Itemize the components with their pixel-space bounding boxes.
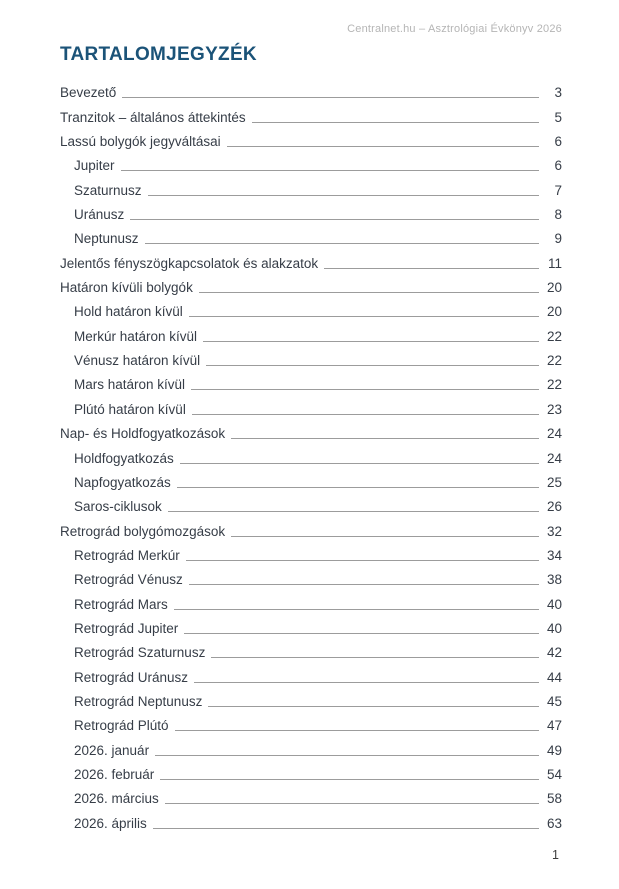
toc-entry-label: 2026. április	[74, 815, 147, 831]
toc-entry[interactable]	[60, 711, 562, 735]
toc-entry-label: Hold határon kívül	[74, 304, 183, 320]
toc-entry-label: Szaturnusz	[74, 182, 142, 198]
toc-entry[interactable]	[60, 127, 562, 151]
toc-entry-label: Uránusz	[74, 207, 125, 223]
toc-entry-label: 2026. március	[74, 791, 159, 807]
toc-leader-line	[189, 584, 539, 585]
toc-entry-label: Plútó határon kívül	[74, 401, 186, 417]
toc-leader-line	[208, 706, 539, 707]
toc-entry[interactable]	[60, 541, 562, 565]
toc-leader-line	[203, 341, 539, 342]
toc-entry-page: 7	[554, 182, 562, 198]
toc-entry-label: Retrográd Vénusz	[74, 572, 183, 588]
toc-entry-page: 38	[546, 572, 562, 588]
toc-entry-page: 6	[554, 134, 562, 150]
toc-entry[interactable]	[60, 102, 562, 126]
toc-entry-page: 20	[546, 280, 562, 296]
toc-entry[interactable]	[60, 248, 562, 272]
toc-entry[interactable]	[60, 614, 562, 638]
toc-entry-page: 63	[546, 815, 562, 831]
toc-entry-page: 25	[546, 474, 562, 490]
toc-leader-line	[168, 511, 539, 512]
toc-leader-line	[174, 609, 539, 610]
toc-leader-line	[122, 97, 539, 98]
toc-leader-line	[175, 730, 539, 731]
toc-leader-line	[211, 657, 539, 658]
toc-leader-line	[160, 779, 539, 780]
toc-leader-line	[199, 292, 539, 293]
toc-entry[interactable]	[60, 200, 562, 224]
running-header: Centralnet.hu – Asztrológiai Évkönyv 2026	[347, 23, 562, 35]
toc-leader-line	[145, 243, 539, 244]
toc-entry-page: 40	[546, 620, 562, 636]
toc-entry[interactable]	[60, 175, 562, 199]
toc-leader-line	[324, 268, 539, 269]
toc-entry[interactable]	[60, 419, 562, 443]
toc-entry[interactable]	[60, 662, 562, 686]
toc-leader-line	[192, 414, 539, 415]
toc-entry-label: Vénusz határon kívül	[74, 353, 201, 369]
toc-entry-label: Napfogyatkozás	[74, 474, 171, 490]
toc-entry-label: Holdfogyatkozás	[74, 450, 174, 466]
toc-leader-line	[165, 803, 539, 804]
toc-entry-page: 34	[546, 547, 562, 563]
toc-entry-page: 40	[546, 596, 562, 612]
toc-leader-line	[184, 633, 539, 634]
toc-entry-label: Jelentős fényszögkapcsolatok és alakzatok	[60, 255, 319, 271]
toc-entry-page: 45	[546, 693, 562, 709]
toc-entry-label: Retrográd Mars	[74, 596, 168, 612]
toc-entry[interactable]	[60, 394, 562, 418]
toc-entry-label: Mars határon kívül	[74, 377, 186, 393]
toc-leader-line	[194, 682, 539, 683]
toc-leader-line	[231, 536, 539, 537]
toc-entry-label: Lassú bolygók jegyváltásai	[60, 134, 221, 150]
toc-entry-page: 6	[554, 158, 562, 174]
toc-entry-page: 24	[546, 426, 562, 442]
toc-entry-page: 8	[554, 207, 562, 223]
toc-entry[interactable]	[60, 760, 562, 784]
toc-entry[interactable]	[60, 468, 562, 492]
toc-entry[interactable]	[60, 78, 562, 102]
toc-entry-label: Határon kívüli bolygók	[60, 280, 193, 296]
toc-entry-page: 32	[546, 523, 562, 539]
toc-leader-line	[189, 316, 539, 317]
toc-entry-page: 44	[546, 669, 562, 685]
toc-entry-page: 23	[546, 401, 562, 417]
toc-leader-line	[186, 560, 539, 561]
toc-entry-page: 20	[546, 304, 562, 320]
toc-leader-line	[148, 195, 539, 196]
toc-entry[interactable]	[60, 443, 562, 467]
toc-entry-page: 3	[554, 85, 562, 101]
toc-entry[interactable]	[60, 687, 562, 711]
toc-entry[interactable]	[60, 273, 562, 297]
toc-entry[interactable]	[60, 224, 562, 248]
toc-entry-label: Tranzitok – általános áttekintés	[60, 109, 246, 125]
toc-entry[interactable]	[60, 638, 562, 662]
toc-leader-line	[130, 219, 539, 220]
page-title: TARTALOMJEGYZÉK	[60, 44, 257, 65]
toc-entry-page: 49	[546, 742, 562, 758]
toc-entry-label: 2026. január	[74, 742, 150, 758]
toc-entry-label: Merkúr határon kívül	[74, 328, 198, 344]
toc-leader-line	[231, 438, 539, 439]
toc-entry-page: 58	[546, 791, 562, 807]
toc-entry[interactable]	[60, 321, 562, 345]
toc-leader-line	[177, 487, 539, 488]
toc-entry-label: Jupiter	[74, 158, 115, 174]
toc-entry[interactable]	[60, 516, 562, 540]
toc-entry-label: 2026. február	[74, 766, 155, 782]
toc-entry-label: Nap- és Holdfogyatkozások	[60, 426, 226, 442]
toc-entry-label: Bevezető	[60, 85, 117, 101]
toc-entry[interactable]	[60, 784, 562, 808]
toc-entry-page: 22	[546, 328, 562, 344]
toc-entry-page: 26	[546, 499, 562, 515]
toc-entry[interactable]	[60, 808, 562, 832]
toc-entry-label: Neptunusz	[74, 231, 139, 247]
toc-leader-line	[206, 365, 539, 366]
toc-entry-label: Retrográd Merkúr	[74, 547, 180, 563]
toc-entry-label: Retrográd bolygómozgások	[60, 523, 226, 539]
toc-entry[interactable]	[60, 297, 562, 321]
toc-entry-label: Retrográd Jupiter	[74, 620, 179, 636]
toc-entry[interactable]	[60, 565, 562, 589]
toc-leader-line	[227, 146, 539, 147]
toc-entry[interactable]	[60, 346, 562, 370]
toc-entry[interactable]	[60, 370, 562, 394]
toc-entry-label: Retrográd Szaturnusz	[74, 645, 206, 661]
toc-entry[interactable]	[60, 151, 562, 175]
toc-entry-page: 22	[546, 353, 562, 369]
toc-entry[interactable]	[60, 589, 562, 613]
toc-entry-page: 42	[546, 645, 562, 661]
toc-leader-line	[121, 170, 539, 171]
toc-leader-line	[153, 828, 539, 829]
toc-entry-page: 54	[546, 766, 562, 782]
toc-entry-page: 22	[546, 377, 562, 393]
toc-entry-page: 47	[546, 718, 562, 734]
footer-page-number: 1	[552, 848, 559, 862]
toc-entry-label: Retrográd Uránusz	[74, 669, 189, 685]
table-of-contents	[60, 78, 562, 833]
toc-leader-line	[191, 389, 539, 390]
toc-leader-line	[252, 122, 539, 123]
toc-leader-line	[155, 755, 539, 756]
toc-entry-page: 9	[554, 231, 562, 247]
toc-entry-label: Retrográd Neptunusz	[74, 693, 203, 709]
toc-entry-page: 24	[546, 450, 562, 466]
toc-entry-page: 5	[554, 109, 562, 125]
toc-entry-label: Saros-ciklusok	[74, 499, 162, 515]
toc-entry-page: 11	[547, 255, 562, 271]
toc-entry-label: Retrográd Plútó	[74, 718, 169, 734]
toc-entry[interactable]	[60, 492, 562, 516]
toc-entry[interactable]	[60, 735, 562, 759]
toc-leader-line	[180, 463, 539, 464]
